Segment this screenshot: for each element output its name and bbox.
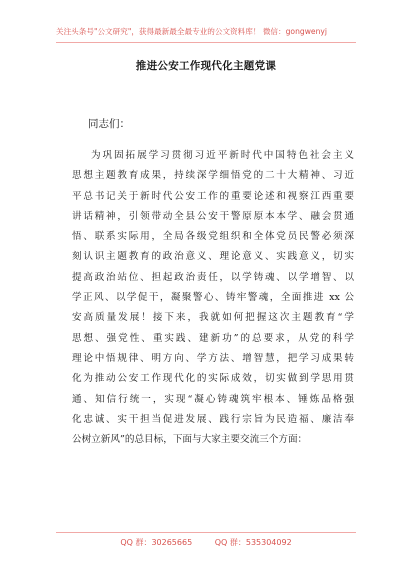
header-banner: 关注头条号"公文研究"，获得最新最全最专业的公文资料库！ 微信：gongwenyj <box>56 27 328 36</box>
header-divider <box>56 42 356 43</box>
body-line: 思想主题教育成果，持续深学细悟党的二十大精神、习近 <box>72 170 354 182</box>
body-line: 理论中悟规律、明方向、学方法、增智慧，把学习成果转 <box>72 352 354 364</box>
body-line: 为巩固拓展学习贯彻习近平新时代中国特色社会主义 <box>91 150 354 161</box>
qq-group-1: QQ 群：30265665 <box>120 538 193 547</box>
qq-group-2: QQ 群：535304092 <box>214 538 292 547</box>
body-line: 公树立新风”的总目标，下面与大家主要交流三个方面： <box>72 434 308 446</box>
body-line: 提高政治站位、担起政治责任，以学铸魂、以学增智、以 <box>72 271 354 283</box>
body-line: 学正风、以学促干，凝聚警心、铸牢警魂，全面推进 xx 公 <box>72 292 354 304</box>
salutation: 同志们： <box>88 118 130 130</box>
body-line: 平总书记关于新时代公安工作的重要论述和视察江西重要 <box>72 190 354 202</box>
body-line: 思想、强党性、重实践、建新功”的总要求，从党的科学 <box>72 332 354 344</box>
body-line: 讲话精神，引领带动全县公安干警原原本本学、融会贯通 <box>72 210 354 222</box>
body-line: 刻认识主题教育的政治意义、理论意义、实践意义，切实 <box>72 251 354 263</box>
footer-divider <box>56 532 356 533</box>
body-line: 化为推动公安工作现代化的实际成效，切实做到学思用贯 <box>72 373 354 385</box>
body-line: 悟、联系实际用，全局各级党组织和全体党员民警必须深 <box>72 231 354 243</box>
body-paragraph <box>72 146 354 450</box>
document-title: 推进公安工作现代化主题党课 <box>135 60 277 72</box>
body-line: 化忠诚、实干担当促进发展、践行宗旨为民造福、廉洁奉 <box>72 413 354 425</box>
body-line: 通、知信行统一，实现“凝心铸魂筑牢根本、锤炼品格强 <box>72 393 354 405</box>
body-line: 安高质量发展！接下来，我就如何把握这次主题教育“学 <box>72 312 354 324</box>
footer-contact <box>56 536 356 550</box>
